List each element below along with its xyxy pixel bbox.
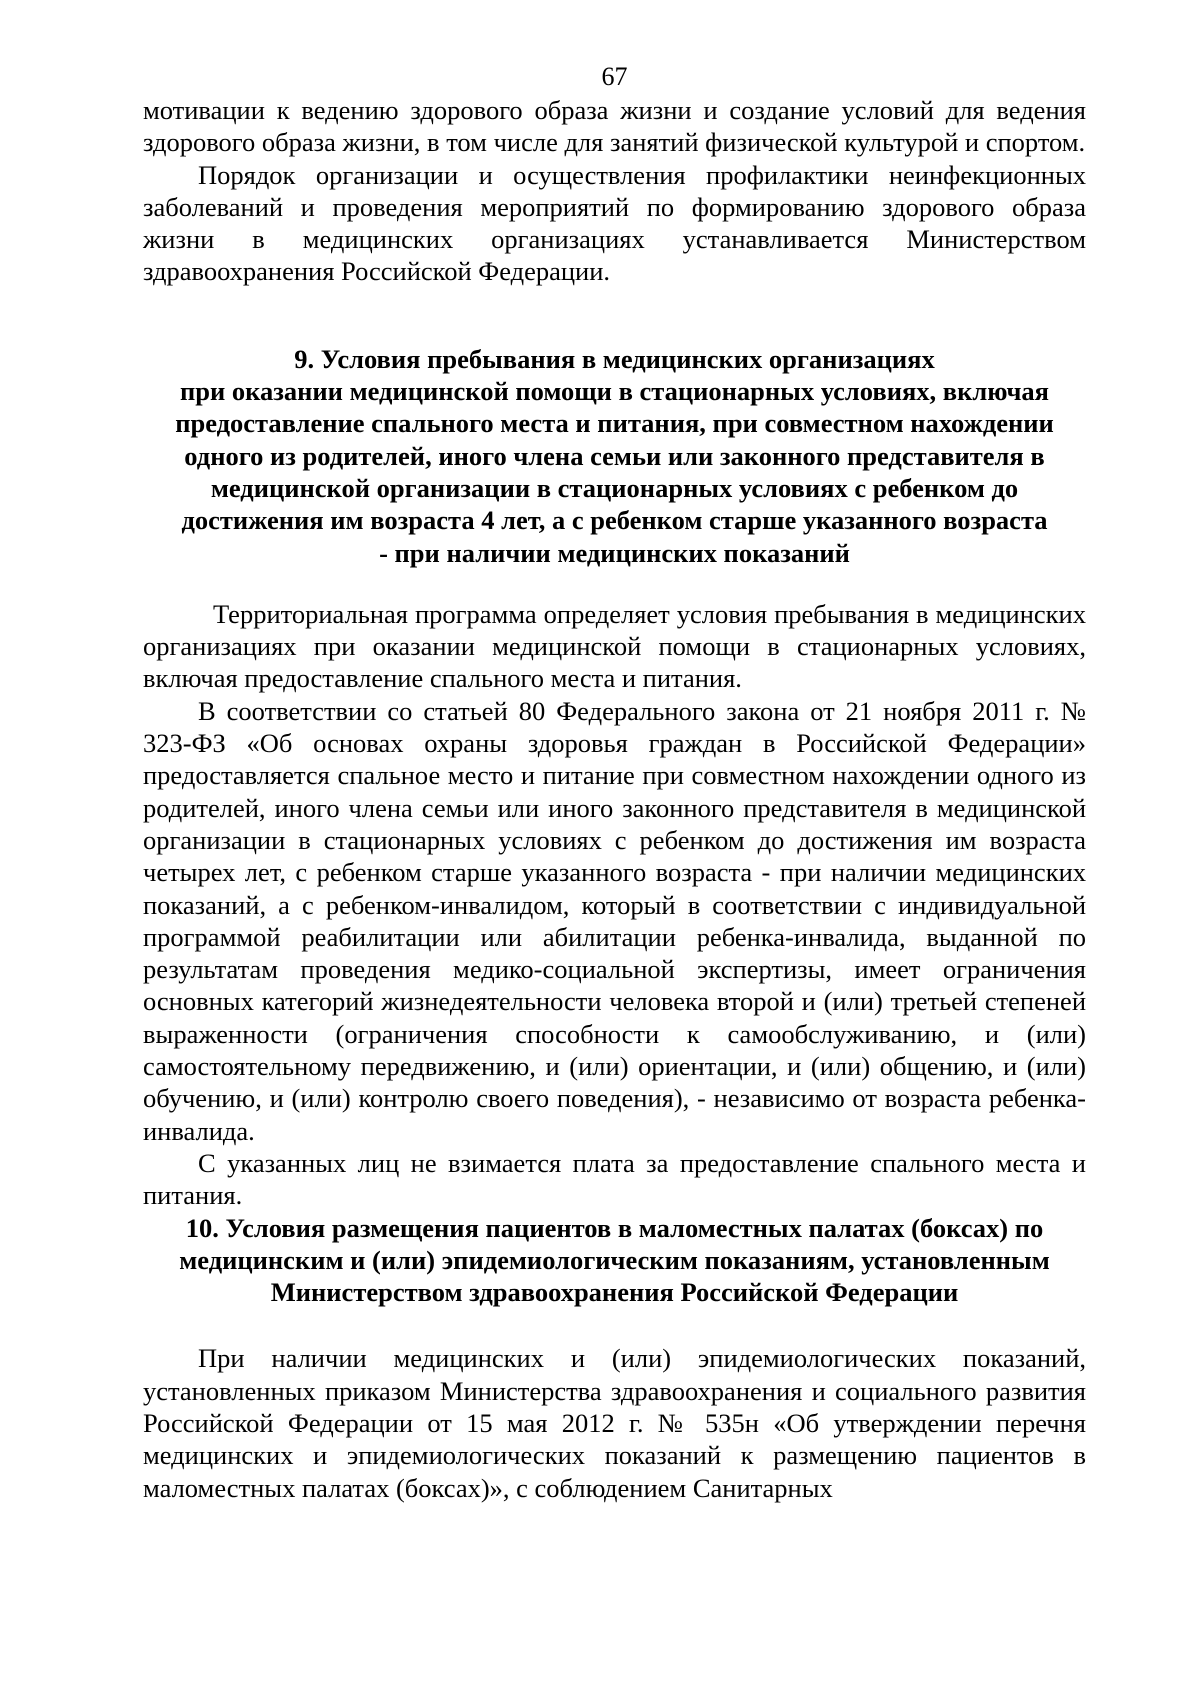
section-heading-line: достижения им возраста 4 лет, а с ребенком старше указанного возраста [181, 505, 1048, 536]
section-heading-line: медицинской организации в стационарных условиях с ребенком до [210, 472, 1019, 503]
section-9-paragraph: В соответствии со статьей 80 Федерального закона от 21 ноября 2011 г. № 323-ФЗ «Об основах охраны здоровья граждан в Российской Федерации» предоставляется спальное место и питание при совместном нахождении одного из родителей, иного члена семьи или иного законного представителя в медицинской организации в стационарных условиях с ребенком до достижения им возраста четырех лет, с ребенком старше указанного возраста - при наличии медицинских показаний, а с ребенком-инвалидом, который в соответствии с индивидуальной программой реабилитации или абилитации ребенка-инвалида, выданной по результатам проведения медико-социальной экспертизы, имеет ограничения основных категорий жизнедеятельности человека второй и (или) третьей степеней выраженности (ограничения способности к самообслуживанию, и (или) самостоятельному передвижению, и (или) ориентации, и (или) общению, и (или) обучению, и (или) контролю своего поведения), - независимо от возраста ребенка-инвалида. [143, 695, 1086, 1146]
section-9-paragraph: С указанных лиц не взимается плата за предоставление спального места и питания. [143, 1147, 1086, 1211]
section-heading-line: Министерством здравоохранения Российской Федерации [270, 1277, 959, 1308]
intro-paragraph: Порядок организации и осуществления профилактики неинфекционных заболеваний и проведения мероприятий по формированию здорового образа жизни в медицинских организациях устанавливается Министерством здравоохранения Российской Федерации. [143, 159, 1086, 287]
spacer [143, 1308, 1086, 1342]
spacer [143, 569, 1086, 598]
section-heading-line: 9. Условия пребывания в медицинских организациях [294, 343, 935, 374]
section-heading-line: одного из родителей, иного члена семьи или законного представителя в [184, 440, 1045, 471]
section-heading-line: предоставление спального места и питания, при совместном нахождении [175, 408, 1054, 439]
section-heading-line: 10. Условия размещения пациентов в маломестных палатах (боксах) по [185, 1212, 1044, 1243]
section-9-heading [143, 343, 1086, 569]
page-number: 67 [601, 62, 628, 91]
spacer [143, 288, 1086, 343]
section-heading-line: медицинским и (или) эпидемиологическим показаниям, установленным [179, 1244, 1050, 1275]
section-10-paragraph: При наличии медицинских и (или) эпидемиологических показаний, установленных приказом Министерства здравоохранения и социального развития Российской Федерации от 15 мая 2012 г. № 535н «Об утверждении перечня медицинских и эпидемиологических показаний к размещению пациентов в маломестных палатах (боксах)», с соблюдением Санитарных [143, 1343, 1086, 1503]
intro-paragraph-continuation: мотивации к ведению здорового образа жизни и создание условий для ведения здорового образа жизни, в том числе для занятий физической культурой и спортом. [143, 95, 1086, 158]
section-9-paragraph: Территориальная программа определяет условия пребывания в медицинских организациях при оказании медицинской помощи в стационарных условиях, включая предоставление спального места и питания. [143, 598, 1086, 694]
section-10-heading [143, 1212, 1086, 1309]
section-heading-line: при оказании медицинской помощи в стационарных условиях, включая [179, 376, 1050, 407]
document-page [143, 62, 1086, 1504]
section-heading-line: - при наличии медицинских показаний [379, 537, 850, 568]
